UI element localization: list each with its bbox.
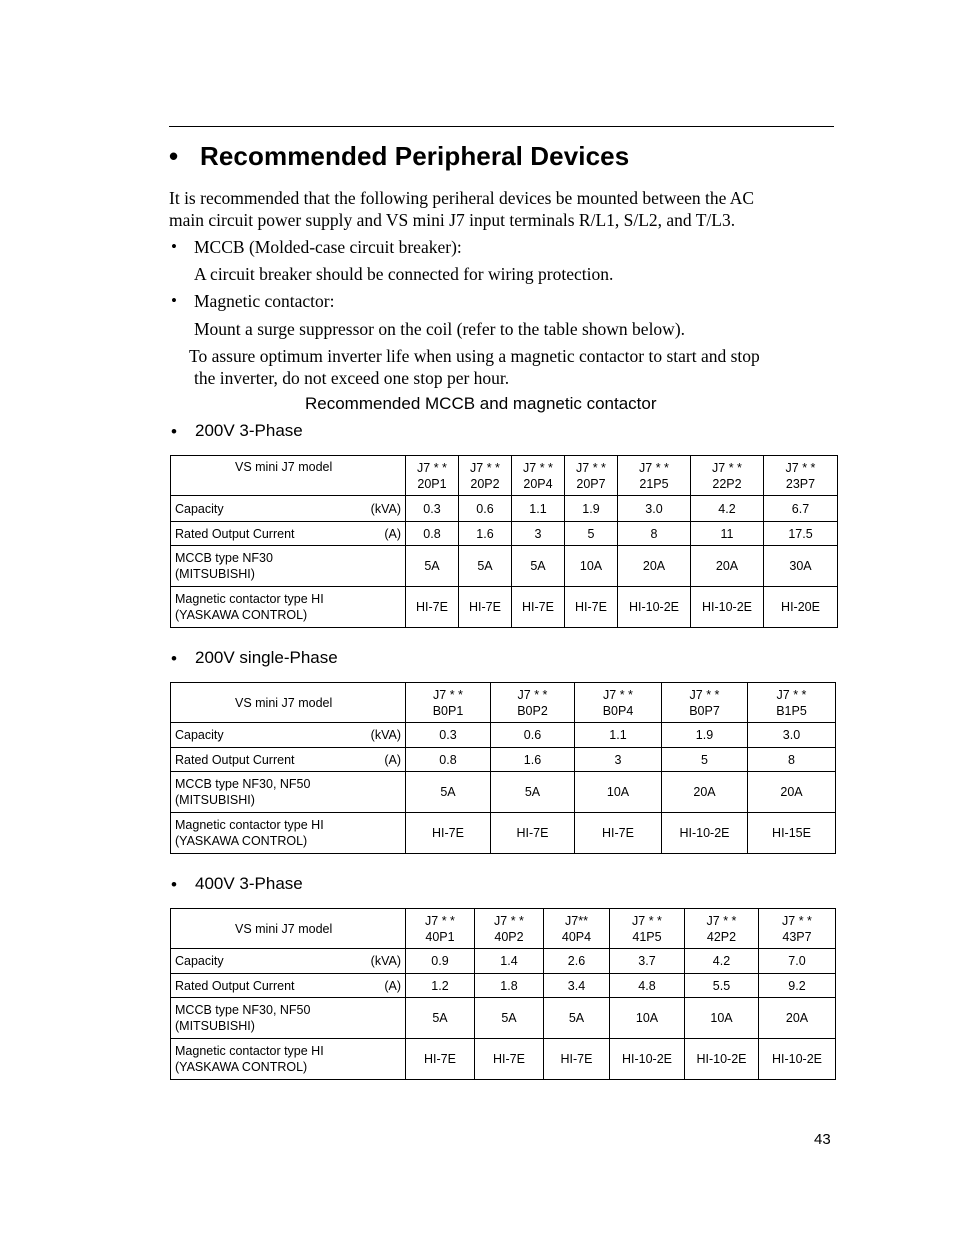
- mccb-cell: 10A: [565, 546, 618, 587]
- capacity-label-cell: [171, 949, 406, 974]
- model-code: 40P2: [494, 929, 524, 944]
- contactor-bullet-label: Magnetic contactor:: [194, 291, 335, 311]
- mccb-cell: 5A: [544, 998, 610, 1039]
- mccb-label-cell: [171, 546, 406, 587]
- spec-table-200v-single-phase: [170, 682, 836, 854]
- model-code: 42P2: [706, 929, 737, 944]
- bullet-marker: •: [171, 291, 177, 310]
- capacity-cell: 4.2: [691, 496, 764, 522]
- current-cell: 3.4: [544, 974, 610, 998]
- table-caption: Recommended MCCB and magnetic contactor: [305, 394, 657, 413]
- contactor-label-cell: [171, 1039, 406, 1080]
- current-cell: 1.8: [475, 974, 544, 998]
- capacity-label: Capacity: [175, 728, 224, 742]
- table-row: [171, 546, 838, 587]
- current-cell: 4.8: [610, 974, 685, 998]
- top-rule: [169, 126, 834, 127]
- capacity-unit: (kVA): [370, 954, 401, 968]
- contactor-label: Magnetic contactor type HI: [175, 818, 324, 832]
- spec-table-200v-3phase: [170, 455, 838, 628]
- table-row: [171, 456, 838, 496]
- model-cell: [685, 909, 759, 949]
- current-cell: 5: [662, 748, 748, 772]
- model-prefix: J7 * *: [712, 460, 742, 475]
- model-cell: [748, 683, 836, 723]
- current-cell: 0.8: [406, 522, 459, 546]
- mccb-label: MCCB type NF30, NF50: [175, 1003, 311, 1017]
- model-cell: [491, 683, 575, 723]
- section-heading-400v-3phase: 400V 3-Phase: [195, 874, 303, 893]
- mccb-maker: (MITSUBISHI): [175, 567, 255, 581]
- current-label: Rated Output Current: [175, 752, 295, 767]
- current-cell: 8: [618, 522, 691, 546]
- model-prefix: J7 * *: [782, 913, 812, 928]
- mccb-cell: 10A: [575, 772, 662, 813]
- contactor-cell: HI-10-2E: [610, 1039, 685, 1080]
- model-prefix: J7 * *: [494, 913, 524, 928]
- model-code: 23P7: [785, 476, 816, 491]
- current-cell: 1.6: [491, 748, 575, 772]
- capacity-cell: 1.9: [662, 723, 748, 748]
- model-code: 20P1: [417, 476, 447, 491]
- model-cell: [406, 683, 491, 723]
- mccb-cell: 20A: [748, 772, 836, 813]
- model-code: B1P5: [776, 703, 807, 718]
- table-row: [171, 772, 836, 813]
- model-cell: [759, 909, 836, 949]
- model-cell: [764, 456, 838, 496]
- contactor-cell: HI-10-2E: [691, 587, 764, 628]
- current-unit: (A): [384, 978, 401, 993]
- contactor-cell: HI-20E: [764, 587, 838, 628]
- contactor-cell: HI-7E: [512, 587, 565, 628]
- mccb-maker: (MITSUBISHI): [175, 793, 255, 807]
- model-cell: [662, 683, 748, 723]
- capacity-unit: (kVA): [370, 501, 401, 516]
- contactor-cell: HI-7E: [406, 813, 491, 854]
- current-cell: 3: [575, 748, 662, 772]
- model-code: 40P1: [425, 929, 455, 944]
- model-cell: [475, 909, 544, 949]
- title-bullet: •: [169, 141, 179, 171]
- table-row: [171, 522, 838, 546]
- mccb-cell: 20A: [691, 546, 764, 587]
- capacity-label: Capacity: [175, 954, 224, 968]
- current-unit: (A): [384, 526, 401, 541]
- section-bullet: •: [171, 875, 177, 894]
- model-code: 20P4: [523, 476, 553, 491]
- model-cell: [512, 456, 565, 496]
- model-code: 21P5: [639, 476, 669, 491]
- model-label: VS mini J7 model: [235, 921, 333, 936]
- model-cell: [610, 909, 685, 949]
- model-code: B0P4: [602, 703, 634, 718]
- model-cell: [691, 456, 764, 496]
- current-cell: 3: [512, 522, 565, 546]
- current-label-cell: [171, 748, 406, 772]
- capacity-label-cell: [171, 496, 406, 522]
- table-row: [171, 1039, 836, 1080]
- model-prefix: J7 * *: [433, 687, 463, 702]
- mccb-bullet-label: MCCB (Molded-case circuit breaker):: [194, 237, 462, 257]
- mccb-label: MCCB type NF30: [175, 551, 273, 565]
- model-code: B0P2: [517, 703, 548, 718]
- table-row: [171, 813, 836, 854]
- mccb-cell: 20A: [759, 998, 836, 1039]
- current-cell: 9.2: [759, 974, 836, 998]
- contactor-cell: HI-10-2E: [685, 1039, 759, 1080]
- model-cell: [459, 456, 512, 496]
- spec-table-400v-3phase: [170, 908, 836, 1080]
- intro-line-2: main circuit power supply and VS mini J7 input terminals R/L1, S/L2, and T/L3.: [169, 210, 736, 230]
- contactor-cell: HI-10-2E: [662, 813, 748, 854]
- model-code: 40P4: [561, 929, 592, 944]
- model-header-cell: [171, 683, 406, 723]
- table-row: [171, 496, 838, 522]
- model-label: VS mini J7 model: [235, 460, 333, 474]
- capacity-unit: (kVA): [370, 728, 401, 742]
- mccb-cell: 5A: [491, 772, 575, 813]
- capacity-cell: 3.7: [610, 949, 685, 974]
- model-prefix: J7 * *: [417, 460, 447, 475]
- model-prefix: J7 * *: [689, 687, 720, 702]
- model-code: 43P7: [782, 929, 812, 944]
- capacity-cell: 2.6: [544, 949, 610, 974]
- current-label: Rated Output Current: [175, 978, 295, 993]
- current-cell: 1.6: [459, 522, 512, 546]
- mccb-bullet-detail: A circuit breaker should be connected for wiring protection.: [194, 264, 614, 284]
- model-code: 20P7: [576, 476, 606, 491]
- current-cell: 5.5: [685, 974, 759, 998]
- mccb-cell: 5A: [406, 772, 491, 813]
- model-cell: [618, 456, 691, 496]
- contactor-label-cell: [171, 587, 406, 628]
- capacity-cell: 4.2: [685, 949, 759, 974]
- model-header-cell: [171, 456, 406, 496]
- model-prefix: J7 * *: [639, 460, 669, 475]
- capacity-cell: 0.3: [406, 723, 491, 748]
- model-label: VS mini J7 model: [235, 695, 333, 710]
- model-header-cell: [171, 909, 406, 949]
- contactor-label-cell: [171, 813, 406, 854]
- model-prefix: J7 * *: [425, 913, 455, 928]
- mccb-cell: 5A: [406, 546, 459, 587]
- contactor-maker: (YASKAWA CONTROL): [175, 834, 308, 848]
- mccb-cell: 20A: [618, 546, 691, 587]
- current-cell: 17.5: [764, 522, 838, 546]
- contactor-cell: HI-7E: [565, 587, 618, 628]
- model-prefix: J7 * *: [523, 460, 553, 475]
- capacity-cell: 1.9: [565, 496, 618, 522]
- model-cell: [406, 456, 459, 496]
- contactor-maker: (YASKAWA CONTROL): [175, 1060, 308, 1074]
- capacity-cell: 3.0: [618, 496, 691, 522]
- model-prefix: J7 * *: [776, 687, 807, 702]
- section-heading-200v-single-phase: 200V single-Phase: [195, 648, 338, 667]
- contactor-cell: HI-7E: [459, 587, 512, 628]
- note-line-2: the inverter, do not exceed one stop per hour.: [194, 368, 510, 388]
- mccb-cell: 30A: [764, 546, 838, 587]
- mccb-label: MCCB type NF30, NF50: [175, 777, 311, 791]
- mccb-cell: 5A: [406, 998, 475, 1039]
- current-label-cell: [171, 522, 406, 546]
- contactor-cell: HI-7E: [491, 813, 575, 854]
- capacity-cell: 0.3: [406, 496, 459, 522]
- current-unit: (A): [384, 752, 401, 767]
- capacity-label-cell: [171, 723, 406, 748]
- capacity-cell: 0.6: [459, 496, 512, 522]
- current-cell: 5: [565, 522, 618, 546]
- contactor-cell: HI-10-2E: [618, 587, 691, 628]
- capacity-cell: 1.1: [512, 496, 565, 522]
- mccb-cell: 20A: [662, 772, 748, 813]
- mccb-cell: 5A: [512, 546, 565, 587]
- table-row: [171, 748, 836, 772]
- contactor-cell: HI-7E: [475, 1039, 544, 1080]
- contactor-label: Magnetic contactor type HI: [175, 1044, 324, 1058]
- model-prefix: J7 * *: [785, 460, 816, 475]
- table-row: [171, 949, 836, 974]
- current-cell: 0.8: [406, 748, 491, 772]
- model-code: 20P2: [470, 476, 500, 491]
- capacity-cell: 0.9: [406, 949, 475, 974]
- mccb-maker: (MITSUBISHI): [175, 1019, 255, 1033]
- contactor-cell: HI-7E: [406, 1039, 475, 1080]
- contactor-cell: HI-7E: [406, 587, 459, 628]
- table-row: [171, 974, 836, 998]
- capacity-cell: 3.0: [748, 723, 836, 748]
- contactor-bullet-detail: Mount a surge suppressor on the coil (refer to the table shown below).: [194, 319, 686, 339]
- model-cell: [406, 909, 475, 949]
- table-row: [171, 998, 836, 1039]
- model-prefix: J7**: [565, 913, 588, 928]
- current-cell: 11: [691, 522, 764, 546]
- mccb-cell: 5A: [475, 998, 544, 1039]
- model-prefix: J7 * *: [517, 687, 548, 702]
- model-prefix: J7 * *: [632, 913, 662, 928]
- capacity-cell: 0.6: [491, 723, 575, 748]
- contactor-cell: HI-7E: [544, 1039, 610, 1080]
- capacity-cell: 6.7: [764, 496, 838, 522]
- page-title-text: Recommended Peripheral Devices: [200, 141, 630, 171]
- capacity-label: Capacity: [175, 501, 224, 516]
- note-line-1: To assure optimum inverter life when using a magnetic contactor to start and stop: [189, 346, 760, 366]
- mccb-cell: 5A: [459, 546, 512, 587]
- model-prefix: J7 * *: [470, 460, 500, 475]
- mccb-label-cell: [171, 772, 406, 813]
- section-bullet: •: [171, 649, 177, 668]
- current-cell: 8: [748, 748, 836, 772]
- contactor-cell: HI-10-2E: [759, 1039, 836, 1080]
- mccb-label-cell: [171, 998, 406, 1039]
- contactor-maker: (YASKAWA CONTROL): [175, 608, 308, 622]
- section-bullet: •: [171, 422, 177, 441]
- mccb-cell: 10A: [610, 998, 685, 1039]
- current-label-cell: [171, 974, 406, 998]
- section-heading-200v-3phase: 200V 3-Phase: [195, 421, 303, 440]
- capacity-cell: 7.0: [759, 949, 836, 974]
- table-row: [171, 909, 836, 949]
- model-code: 41P5: [632, 929, 662, 944]
- model-code: B0P7: [689, 703, 720, 718]
- current-cell: 1.2: [406, 974, 475, 998]
- table-row: [171, 683, 836, 723]
- model-prefix: J7 * *: [576, 460, 606, 475]
- contactor-label: Magnetic contactor type HI: [175, 592, 324, 606]
- page-title: [169, 141, 629, 172]
- contactor-cell: HI-15E: [748, 813, 836, 854]
- table-row: [171, 723, 836, 748]
- table-row: [171, 587, 838, 628]
- mccb-cell: 10A: [685, 998, 759, 1039]
- capacity-cell: 1.1: [575, 723, 662, 748]
- intro-line-1: It is recommended that the following periheral devices be mounted between the AC: [169, 188, 755, 208]
- model-code: 22P2: [712, 476, 742, 491]
- model-cell: [544, 909, 610, 949]
- model-prefix: J7 * *: [603, 687, 633, 702]
- model-cell: [565, 456, 618, 496]
- capacity-cell: 1.4: [475, 949, 544, 974]
- contactor-cell: HI-7E: [575, 813, 662, 854]
- page-number: 43: [814, 1131, 831, 1148]
- model-code: B0P1: [432, 703, 464, 718]
- model-cell: [575, 683, 662, 723]
- model-prefix: J7 * *: [706, 913, 737, 928]
- current-label: Rated Output Current: [175, 526, 295, 541]
- bullet-marker: •: [171, 237, 177, 256]
